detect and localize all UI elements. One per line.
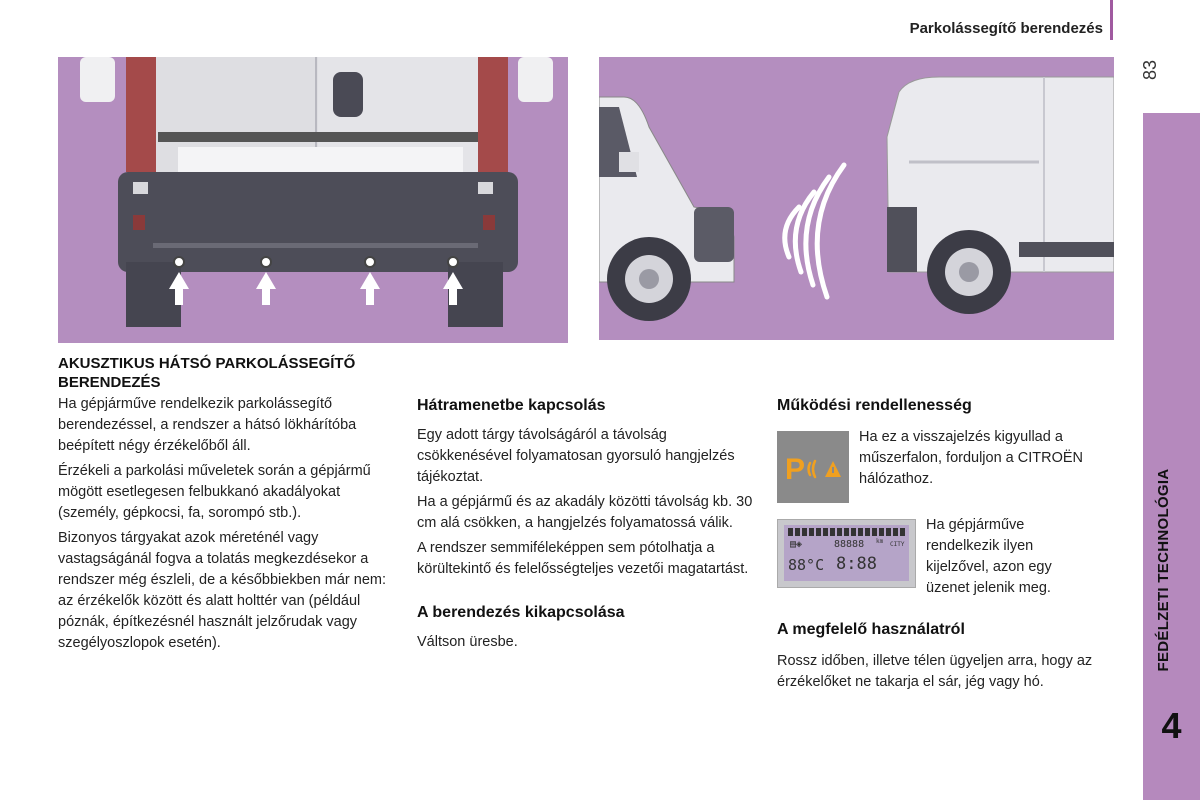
paragraph: A rendszer semmiféleképpen sem pótolhatja a körültekintő és felelősségteljes vezetői magatartást. [417,540,749,577]
heading-switch-off: A berendezés kikapcsolása [417,604,625,621]
paragraph: Rossz időben, illetve télen ügyeljen arra, hogy az érzékelőket ne takarja el sár, jég vagy hó. [777,653,1093,690]
page-number: 83 [1140,59,1160,81]
chapter-title: FEDÉLZETI TECHNOLÓGIA [1155,468,1172,672]
heading-reverse-gear: Hátramenetbe kapcsolás [417,397,606,414]
section-title: Parkolássegítő berendezés [909,20,1103,37]
paragraph: Érzékeli a parkolási műveletek során a gépjármű mögött esetlegesen felbukkanó akadályokat (személy, gépkocsi, fa, sorompó stb.). [58,463,371,521]
chapter-number: 4 [1161,705,1182,746]
header-accent-bar [1110,0,1113,40]
rear-sensors-illustration [58,57,568,343]
parking-warning-light-icon [777,431,849,503]
paragraph: Ha a gépjármű és az akadály közötti távolság kb. 30 cm alá csökken, a hangjelzés folyamatossá válik. [417,494,753,531]
column-acoustic-assist [58,354,403,658]
paragraph: Váltson üresbe. [417,634,518,650]
column-reverse-gear [417,397,757,657]
display-text: Ha gépjárműve rendelkezik ilyen kijelzővel, azon egy üzenet jelenik meg. [926,517,1052,596]
paragraph: Ha gépjárműve rendelkezik parkolássegítő berendezéssel, a rendszer a hátsó lökhárítóba beépített négy érzékelőből áll. [58,396,357,454]
heading-proper-use: A megfelelő használatról [777,621,965,638]
distance-illustration [599,57,1114,340]
vans-distance-image [599,57,1114,340]
van-rear-image [58,57,568,343]
heading-malfunction: Működési rendellenesség [777,397,972,414]
column-malfunction [777,397,1097,727]
multifunction-display-icon: ▤◈ 88888 km CITY 88°C 8:88 [777,519,916,588]
svg-text:P: P [785,453,806,486]
heading-acoustic-rear-parking-assist: AKUSZTIKUS HÁTSÓ PARKOLÁSSEGÍTŐ BERENDEZÉS [58,355,356,391]
paragraph: Egy adott tárgy távolságáról a távolság csökkenésével folyamatosan gyorsuló hangjelzés tájékoztat. [417,427,735,485]
warning-light-text: Ha ez a visszajelzés kigyullad a műszerfalon, forduljon a CITROËN hálózathoz. [859,429,1084,487]
paragraph: Bizonyos tárgyakat azok méreténél vagy vastagságánál fogva a tolatás megkezdésekor a rendszer még észleli, de a későbbiekben már nem: az érzékelők között és alatt holttér van (például póznák, építkezésnél használt jelzőrudak vagy szegélyoszlopok esetén). [58,530,387,651]
